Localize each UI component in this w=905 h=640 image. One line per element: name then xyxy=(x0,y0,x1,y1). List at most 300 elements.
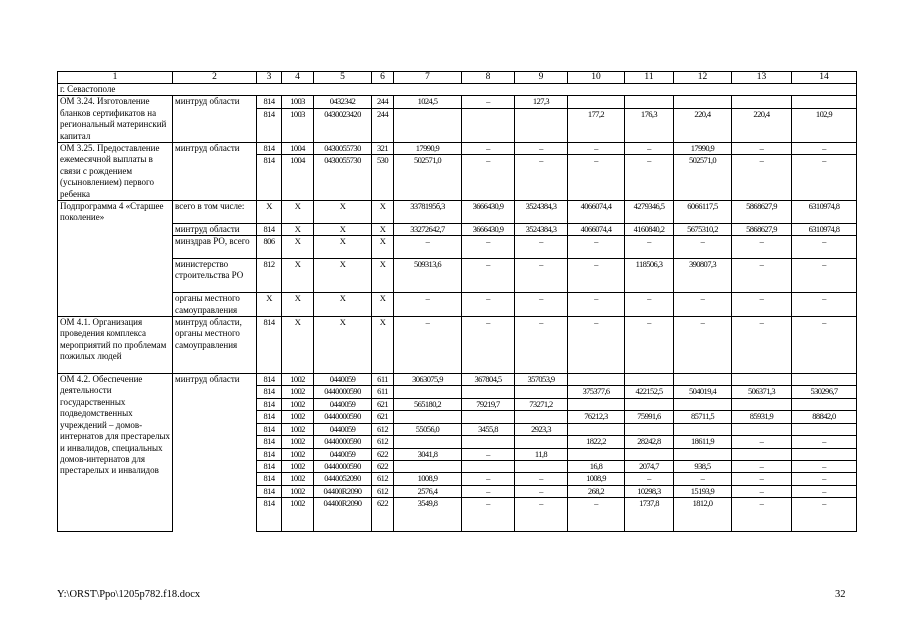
value-cell: 3455,8 xyxy=(462,423,515,435)
value-cell: – xyxy=(674,293,732,317)
table-row xyxy=(58,485,857,497)
value-cell: 357053,9 xyxy=(515,374,568,386)
file-path: Y:\ORST\Ppo\1205p782.f18.docx xyxy=(57,589,201,600)
value-cell: 612 xyxy=(372,436,394,448)
value-cell: – xyxy=(625,155,674,201)
value-cell xyxy=(462,460,515,472)
value-cell: – xyxy=(462,236,515,259)
value-cell: 1822,2 xyxy=(568,436,625,448)
value-cell xyxy=(515,411,568,423)
value-cell: 612 xyxy=(372,485,394,497)
value-cell: – xyxy=(515,143,568,155)
value-cell: 0440052090 xyxy=(314,473,372,485)
header-cell: 12 xyxy=(674,72,732,84)
value-cell: 15193,9 xyxy=(674,485,732,497)
value-cell: 1002 xyxy=(282,460,314,472)
value-cell: 04400R2090 xyxy=(314,498,372,532)
value-cell: – xyxy=(625,236,674,259)
value-cell: 0440059 xyxy=(314,423,372,435)
value-cell: 814 xyxy=(257,317,282,374)
value-cell: 0440000590 xyxy=(314,386,372,398)
value-cell: 17990,9 xyxy=(394,143,462,155)
value-cell: 622 xyxy=(372,498,394,532)
header-cell: 10 xyxy=(568,72,625,84)
value-cell: – xyxy=(394,293,462,317)
value-cell: 321 xyxy=(372,143,394,155)
value-cell: – xyxy=(462,293,515,317)
value-cell: 1004 xyxy=(282,155,314,201)
value-cell: 2576,4 xyxy=(394,485,462,497)
executor-cell xyxy=(173,386,257,398)
value-cell: – xyxy=(462,96,515,108)
value-cell: 622 xyxy=(372,448,394,460)
value-cell xyxy=(625,448,674,460)
value-cell: 4066074,4 xyxy=(568,201,625,224)
value-cell: 88842,0 xyxy=(792,411,857,423)
measure-name: ОМ 3.25. Предоставление ежемесячной выплаты в связи с рождением (усыновлением) первого ребенка xyxy=(58,143,173,201)
value-cell: 1812,0 xyxy=(674,498,732,532)
value-cell: 102,9 xyxy=(792,108,857,142)
value-cell: – xyxy=(515,236,568,259)
value-cell xyxy=(568,374,625,386)
value-cell: – xyxy=(515,259,568,293)
value-cell: 5868627,9 xyxy=(732,223,792,235)
value-cell: 04400R2090 xyxy=(314,485,372,497)
value-cell: 118506,3 xyxy=(625,259,674,293)
value-cell: 85711,5 xyxy=(674,411,732,423)
value-cell: 530296,7 xyxy=(792,386,857,398)
table-row xyxy=(58,223,857,235)
value-cell: 814 xyxy=(257,374,282,386)
page-number: 32 xyxy=(835,589,846,600)
value-cell: 1002 xyxy=(282,448,314,460)
value-cell: 1004 xyxy=(282,143,314,155)
value-cell: 502571,0 xyxy=(674,155,732,201)
value-cell: 0440000590 xyxy=(314,460,372,472)
value-cell: 1002 xyxy=(282,485,314,497)
value-cell xyxy=(568,423,625,435)
value-cell xyxy=(792,448,857,460)
value-cell: – xyxy=(568,317,625,374)
value-cell xyxy=(394,411,462,423)
value-cell: 814 xyxy=(257,498,282,532)
table-row xyxy=(58,259,857,293)
value-cell xyxy=(462,386,515,398)
table-row xyxy=(58,386,857,398)
value-cell: – xyxy=(462,155,515,201)
value-cell: 814 xyxy=(257,436,282,448)
value-cell: 0440000590 xyxy=(314,436,372,448)
value-cell: 220,4 xyxy=(674,108,732,142)
value-cell: 75991,6 xyxy=(625,411,674,423)
table-row xyxy=(58,423,857,435)
value-cell: 2923,3 xyxy=(515,423,568,435)
executor-cell xyxy=(173,411,257,423)
value-cell: 375377,6 xyxy=(568,386,625,398)
value-cell: X xyxy=(257,293,282,317)
executor-cell xyxy=(173,498,257,532)
table-row xyxy=(58,411,857,423)
value-cell: 4279346,5 xyxy=(625,201,674,224)
value-cell: – xyxy=(462,485,515,497)
header-cell: 5 xyxy=(314,72,372,84)
value-cell: – xyxy=(462,317,515,374)
executor-cell xyxy=(173,155,257,201)
executor-cell xyxy=(173,436,257,448)
value-cell: 390807,3 xyxy=(674,259,732,293)
executor-cell xyxy=(173,423,257,435)
value-cell: 1008,9 xyxy=(394,473,462,485)
value-cell: – xyxy=(462,143,515,155)
value-cell: – xyxy=(515,498,568,532)
value-cell: – xyxy=(792,498,857,532)
value-cell: – xyxy=(732,317,792,374)
value-cell: 220,4 xyxy=(732,108,792,142)
value-cell: 1002 xyxy=(282,374,314,386)
value-cell xyxy=(515,460,568,472)
value-cell: 5868627,9 xyxy=(732,201,792,224)
value-cell: 565180,2 xyxy=(394,398,462,410)
value-cell: – xyxy=(568,143,625,155)
value-cell: 3549,8 xyxy=(394,498,462,532)
value-cell: 621 xyxy=(372,411,394,423)
table-row xyxy=(58,96,857,108)
value-cell: X xyxy=(282,223,314,235)
value-cell: 76212,3 xyxy=(568,411,625,423)
value-cell: 2074,7 xyxy=(625,460,674,472)
value-cell: 814 xyxy=(257,96,282,108)
header-cell: 11 xyxy=(625,72,674,84)
value-cell xyxy=(792,423,857,435)
value-cell: – xyxy=(732,236,792,259)
value-cell: 814 xyxy=(257,460,282,472)
value-cell xyxy=(792,96,857,108)
value-cell: 622 xyxy=(372,460,394,472)
value-cell: – xyxy=(394,236,462,259)
value-cell: X xyxy=(282,317,314,374)
value-cell: – xyxy=(792,143,857,155)
executor-cell: минтруд области xyxy=(173,374,257,386)
value-cell: – xyxy=(568,236,625,259)
value-cell xyxy=(515,108,568,142)
value-cell: 10298,3 xyxy=(625,485,674,497)
value-cell: 422152,5 xyxy=(625,386,674,398)
executor-cell xyxy=(173,448,257,460)
value-cell: 244 xyxy=(372,108,394,142)
value-cell: 3063075,9 xyxy=(394,374,462,386)
value-cell: – xyxy=(625,293,674,317)
value-cell: – xyxy=(568,155,625,201)
value-cell xyxy=(394,460,462,472)
value-cell: 814 xyxy=(257,386,282,398)
value-cell: 509313,6 xyxy=(394,259,462,293)
value-cell: 6310974,8 xyxy=(792,201,857,224)
value-cell xyxy=(462,108,515,142)
value-cell: 0440059 xyxy=(314,374,372,386)
measure-name: ОМ 4.2. Обеспечение деятельности государственных подведомственных учреждений – домов-интернатов для престарелых и инвалидов, специальных домов-интернатов для престарелых и инвалидов xyxy=(58,374,173,532)
value-cell: X xyxy=(314,259,372,293)
value-cell: 530 xyxy=(372,155,394,201)
value-cell: 1002 xyxy=(282,411,314,423)
measure-name: ОМ 4.1. Организация проведения комплекса мероприятий по проблемам пожилых людей xyxy=(58,317,173,374)
value-cell xyxy=(394,108,462,142)
table-row xyxy=(58,473,857,485)
value-cell: 0430023420 xyxy=(314,108,372,142)
value-cell: X xyxy=(282,293,314,317)
value-cell: X xyxy=(257,201,282,224)
executor-cell xyxy=(173,398,257,410)
value-cell: 621 xyxy=(372,398,394,410)
header-cell: 9 xyxy=(515,72,568,84)
value-cell: – xyxy=(515,155,568,201)
table-row xyxy=(58,155,857,201)
value-cell xyxy=(625,398,674,410)
value-cell: X xyxy=(372,201,394,224)
value-cell xyxy=(625,374,674,386)
value-cell xyxy=(462,436,515,448)
value-cell: 16,8 xyxy=(568,460,625,472)
header-cell: 2 xyxy=(173,72,257,84)
value-cell xyxy=(462,411,515,423)
executor-cell xyxy=(173,460,257,472)
region-row xyxy=(58,84,857,96)
executor-cell xyxy=(173,473,257,485)
value-cell: – xyxy=(792,236,857,259)
value-cell: 3524384,3 xyxy=(515,223,568,235)
value-cell: 814 xyxy=(257,411,282,423)
value-cell: 3524384,3 xyxy=(515,201,568,224)
value-cell: 1002 xyxy=(282,473,314,485)
value-cell: X xyxy=(314,201,372,224)
value-cell: 1002 xyxy=(282,398,314,410)
header-cell: 4 xyxy=(282,72,314,84)
value-cell: – xyxy=(674,317,732,374)
executor-cell: органы местного самоуправления xyxy=(173,293,257,317)
value-cell: 0440059 xyxy=(314,398,372,410)
value-cell xyxy=(625,96,674,108)
value-cell: 177,2 xyxy=(568,108,625,142)
value-cell: X xyxy=(314,236,372,259)
value-cell: 3041,8 xyxy=(394,448,462,460)
value-cell xyxy=(674,374,732,386)
value-cell: X xyxy=(372,293,394,317)
value-cell: 11,8 xyxy=(515,448,568,460)
value-cell: 612 xyxy=(372,473,394,485)
value-cell: – xyxy=(792,460,857,472)
table-row xyxy=(58,374,857,386)
measure-name: ОМ 3.24. Изготовление бланков сертификатов на региональный материнский капитал xyxy=(58,96,173,143)
value-cell: 1002 xyxy=(282,498,314,532)
value-cell xyxy=(394,436,462,448)
value-cell: 33272642,7 xyxy=(394,223,462,235)
value-cell: 176,3 xyxy=(625,108,674,142)
value-cell: 4066074,4 xyxy=(568,223,625,235)
value-cell: 1003 xyxy=(282,108,314,142)
value-cell: 814 xyxy=(257,423,282,435)
value-cell: 1002 xyxy=(282,423,314,435)
value-cell: – xyxy=(792,293,857,317)
value-cell: 814 xyxy=(257,485,282,497)
value-cell: X xyxy=(314,317,372,374)
value-cell xyxy=(674,448,732,460)
value-cell xyxy=(674,423,732,435)
value-cell: 79219,7 xyxy=(462,398,515,410)
value-cell: – xyxy=(515,473,568,485)
value-cell: – xyxy=(732,498,792,532)
value-cell: 4160840,2 xyxy=(625,223,674,235)
value-cell: 612 xyxy=(372,423,394,435)
executor-cell: минтруд области xyxy=(173,223,257,235)
table-row xyxy=(58,108,857,142)
value-cell: 814 xyxy=(257,223,282,235)
value-cell: 17990,9 xyxy=(674,143,732,155)
value-cell: 244 xyxy=(372,96,394,108)
value-cell: 938,5 xyxy=(674,460,732,472)
value-cell: – xyxy=(674,473,732,485)
value-cell: – xyxy=(462,448,515,460)
budget-table xyxy=(57,71,857,532)
value-cell xyxy=(732,448,792,460)
value-cell: – xyxy=(515,485,568,497)
value-cell xyxy=(568,96,625,108)
value-cell: – xyxy=(625,317,674,374)
value-cell xyxy=(515,436,568,448)
value-cell: – xyxy=(732,155,792,201)
value-cell xyxy=(732,423,792,435)
value-cell: 127,3 xyxy=(515,96,568,108)
header-cell: 7 xyxy=(394,72,462,84)
value-cell xyxy=(732,398,792,410)
value-cell: – xyxy=(568,293,625,317)
value-cell: 814 xyxy=(257,473,282,485)
executor-cell: минтруд области, органы местного самоуправления xyxy=(173,317,257,374)
value-cell: 814 xyxy=(257,398,282,410)
value-cell: 3378195б,3 xyxy=(394,201,462,224)
value-cell xyxy=(792,374,857,386)
value-cell xyxy=(792,398,857,410)
value-cell: 814 xyxy=(257,448,282,460)
value-cell: – xyxy=(792,436,857,448)
value-cell xyxy=(568,398,625,410)
header-cell: 8 xyxy=(462,72,515,84)
value-cell: – xyxy=(732,436,792,448)
executor-cell xyxy=(173,485,257,497)
value-cell: – xyxy=(792,317,857,374)
value-cell: 268,2 xyxy=(568,485,625,497)
table-row xyxy=(58,201,857,224)
value-cell: 814 xyxy=(257,108,282,142)
value-cell: 0440059 xyxy=(314,448,372,460)
value-cell: – xyxy=(625,143,674,155)
value-cell: 611 xyxy=(372,386,394,398)
value-cell: 1002 xyxy=(282,436,314,448)
value-cell: X xyxy=(282,236,314,259)
value-cell: 504019,4 xyxy=(674,386,732,398)
value-cell: – xyxy=(792,155,857,201)
region-label: г. Севастополе xyxy=(58,84,857,96)
value-cell: 28242,8 xyxy=(625,436,674,448)
value-cell: 3666430,9 xyxy=(462,223,515,235)
value-cell: 611 xyxy=(372,374,394,386)
executor-cell: минтруд области xyxy=(173,96,257,108)
header-cell: 3 xyxy=(257,72,282,84)
value-cell: X xyxy=(372,317,394,374)
value-cell: – xyxy=(462,498,515,532)
value-cell: – xyxy=(674,236,732,259)
value-cell: 3666430,9 xyxy=(462,201,515,224)
value-cell: – xyxy=(732,485,792,497)
table-row xyxy=(58,293,857,317)
value-cell: – xyxy=(515,293,568,317)
executor-cell xyxy=(173,108,257,142)
table-row xyxy=(58,460,857,472)
value-cell: 0440000590 xyxy=(314,411,372,423)
value-cell: 806 xyxy=(257,236,282,259)
value-cell xyxy=(515,386,568,398)
value-cell: – xyxy=(732,460,792,472)
value-cell: – xyxy=(792,473,857,485)
value-cell: 0430055730 xyxy=(314,143,372,155)
measure-name: Подпрограмма 4 «Старшее поколение» xyxy=(58,201,173,317)
value-cell: 6310974,8 xyxy=(792,223,857,235)
value-cell: 1002 xyxy=(282,386,314,398)
value-cell: 1737,8 xyxy=(625,498,674,532)
value-cell: 367804,5 xyxy=(462,374,515,386)
value-cell xyxy=(674,96,732,108)
table-row xyxy=(58,317,857,374)
value-cell: 55056,0 xyxy=(394,423,462,435)
table-row xyxy=(58,143,857,155)
header-cell: 6 xyxy=(372,72,394,84)
value-cell xyxy=(394,386,462,398)
value-cell: – xyxy=(625,473,674,485)
value-cell: X xyxy=(314,223,372,235)
value-cell: – xyxy=(732,473,792,485)
value-cell xyxy=(732,374,792,386)
value-cell: 1008,9 xyxy=(568,473,625,485)
value-cell: 0430055730 xyxy=(314,155,372,201)
executor-cell: министерство строительства РО xyxy=(173,259,257,293)
value-cell: 1024,5 xyxy=(394,96,462,108)
value-cell: X xyxy=(314,293,372,317)
value-cell xyxy=(625,423,674,435)
value-cell: X xyxy=(282,259,314,293)
table-row xyxy=(58,236,857,259)
value-cell: – xyxy=(792,259,857,293)
value-cell: – xyxy=(462,259,515,293)
value-cell: 1003 xyxy=(282,96,314,108)
value-cell: 18611,9 xyxy=(674,436,732,448)
value-cell: 814 xyxy=(257,143,282,155)
table-row xyxy=(58,436,857,448)
value-cell: X xyxy=(282,201,314,224)
value-cell: X xyxy=(372,223,394,235)
table-row xyxy=(58,498,857,532)
value-cell: 506371,3 xyxy=(732,386,792,398)
value-cell: 502571,0 xyxy=(394,155,462,201)
table-row xyxy=(58,448,857,460)
value-cell: 5675310,2 xyxy=(674,223,732,235)
value-cell: – xyxy=(732,143,792,155)
value-cell: 85931,9 xyxy=(732,411,792,423)
header-cell: 13 xyxy=(732,72,792,84)
executor-cell: всего в том числе: xyxy=(173,201,257,224)
value-cell: 6066117,5 xyxy=(674,201,732,224)
header-row xyxy=(58,72,857,84)
value-cell: X xyxy=(372,259,394,293)
value-cell: 812 xyxy=(257,259,282,293)
value-cell: – xyxy=(462,473,515,485)
